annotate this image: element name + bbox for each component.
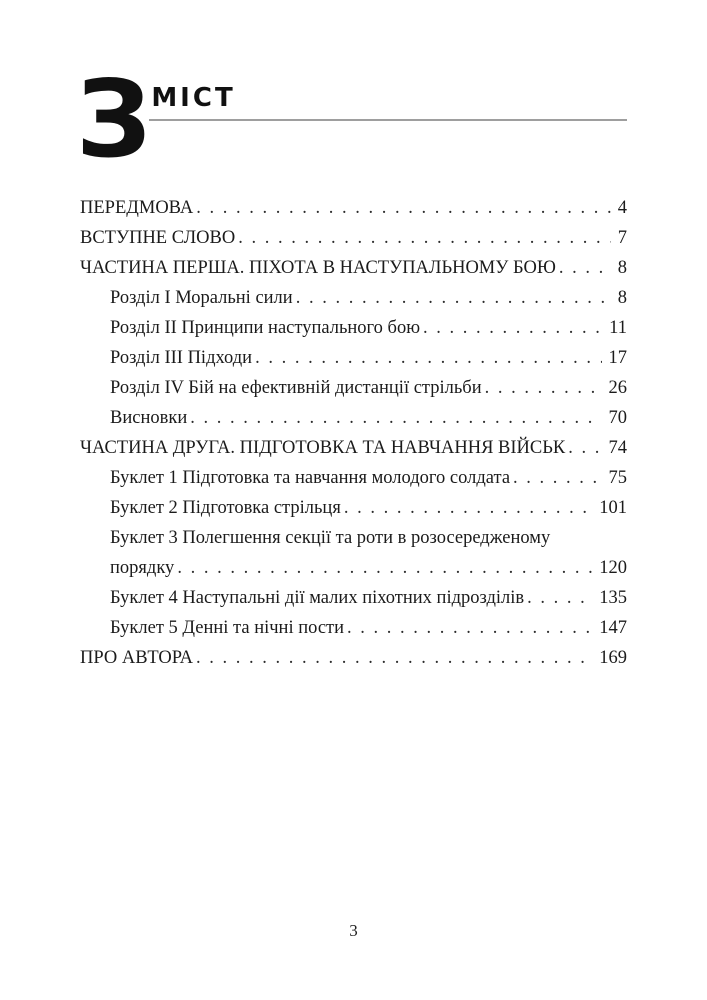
toc-entry-page: 147	[599, 618, 627, 638]
toc-entry-page: 135	[599, 588, 627, 608]
dot-leader	[568, 438, 601, 458]
dot-leader	[347, 618, 592, 638]
toc-entry-page: 4	[617, 198, 627, 218]
toc-entry	[80, 288, 627, 308]
page-title: МІСТ	[151, 83, 236, 113]
header-rule	[149, 85, 627, 121]
dot-leader	[344, 498, 592, 518]
toc-entry-label: Висновки	[110, 408, 188, 428]
toc-entry	[80, 468, 627, 488]
toc-entry-label: ЧАСТИНА ДРУГА. ПІДГОТОВКА ТА НАВЧАННЯ ВІЙСЬК	[80, 438, 566, 458]
dot-leader	[527, 588, 592, 608]
chapter-header	[76, 58, 627, 181]
toc-entry	[80, 528, 627, 548]
toc-entry-label: порядку	[110, 558, 175, 578]
toc-entry-label: Буклет 1 Підготовка та навчання молодого солдата	[110, 468, 511, 488]
toc-entry	[80, 558, 627, 578]
toc-entry	[80, 618, 627, 638]
toc-entry	[80, 498, 627, 518]
toc-entry-page: 17	[608, 348, 627, 368]
toc-entry-page: 101	[599, 498, 627, 518]
toc-entry-label: ПРО АВТОРА	[80, 648, 194, 668]
dot-leader	[513, 468, 601, 488]
toc-entry	[80, 258, 627, 278]
toc-entry-label: ЧАСТИНА ПЕРША. ПІХОТА В НАСТУПАЛЬНОМУ БОЮ	[80, 258, 556, 278]
toc-entry-label: Буклет 2 Підготовка стрільця	[110, 498, 341, 518]
dot-leader	[255, 348, 601, 368]
toc-entry	[80, 648, 627, 668]
toc-entry	[80, 438, 627, 458]
toc-entry-label: Розділ IV Бій на ефективній дистанції стрільби	[110, 378, 482, 398]
toc-entry	[80, 588, 627, 608]
dot-leader	[177, 558, 592, 578]
dot-leader	[423, 318, 602, 338]
toc-entry-page: 70	[608, 408, 627, 428]
header-dropcap-letter: З	[76, 58, 150, 181]
dot-leader	[190, 408, 601, 428]
dot-leader	[238, 228, 611, 248]
dot-leader	[196, 198, 611, 218]
toc-entry-page: 7	[617, 228, 627, 248]
toc-list	[80, 198, 627, 678]
toc-entry-page: 8	[617, 288, 627, 308]
toc-entry-label: ПЕРЕДМОВА	[80, 198, 194, 218]
toc-entry-page: 74	[608, 438, 627, 458]
toc-entry-label: Буклет 5 Денні та нічні пости	[110, 618, 345, 638]
toc-entry-page: 120	[599, 558, 627, 578]
toc-entry	[80, 318, 627, 338]
dot-leader	[559, 258, 611, 278]
footer-page-number: 3	[349, 921, 358, 940]
toc-entry-label: Розділ III Підходи	[110, 348, 253, 368]
toc-entry	[80, 198, 627, 218]
toc-entry-label: Розділ I Моральні сили	[110, 288, 293, 308]
toc-entry-page: 75	[608, 468, 627, 488]
toc-entry-label: Буклет 4 Наступальні дії малих піхотних підрозділів	[110, 588, 525, 608]
toc-entry-label: ВСТУПНЕ СЛОВО	[80, 228, 236, 248]
toc-entry-page: 26	[608, 378, 627, 398]
toc-entry-page: 8	[617, 258, 627, 278]
toc-entry-page: 11	[609, 318, 627, 338]
toc-entry-label: Буклет 3 Полегшення секції та роти в розосередженому	[110, 528, 551, 548]
toc-entry-label: Розділ II Принципи наступального бою	[110, 318, 421, 338]
toc-entry	[80, 348, 627, 368]
toc-entry	[80, 378, 627, 398]
dot-leader	[485, 378, 602, 398]
dot-leader	[296, 288, 611, 308]
toc-entry-page: 169	[599, 648, 627, 668]
toc-entry	[80, 228, 627, 248]
toc-entry	[80, 408, 627, 428]
dot-leader	[196, 648, 592, 668]
